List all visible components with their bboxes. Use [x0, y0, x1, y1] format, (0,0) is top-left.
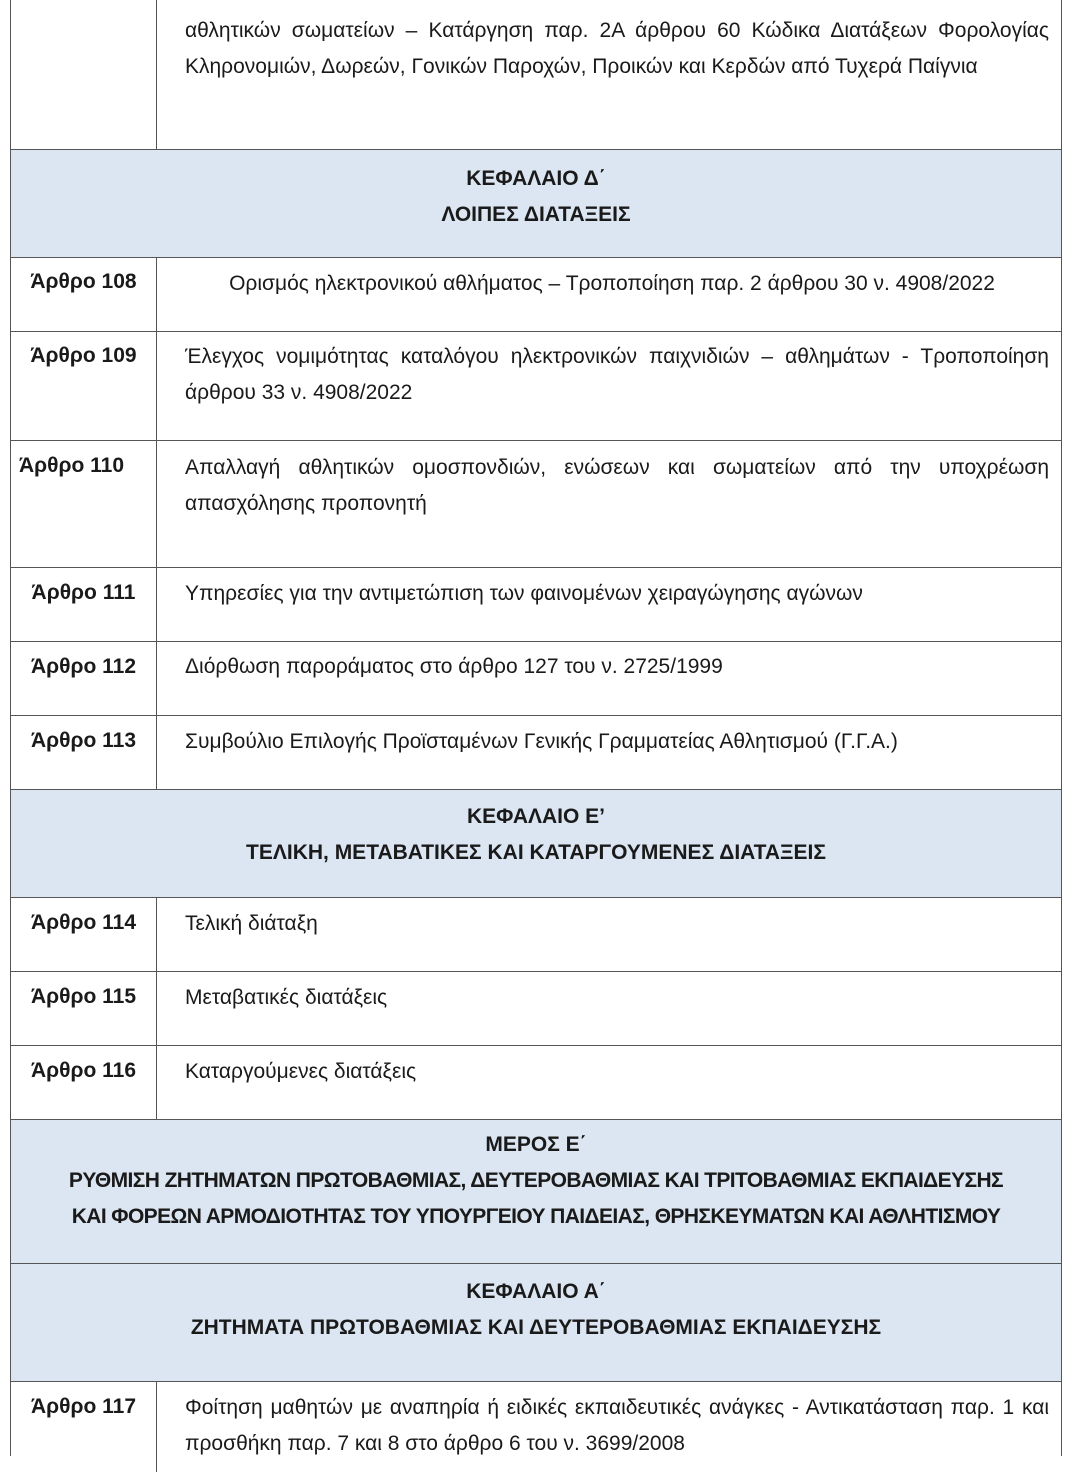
table-row-continuation	[11, 0, 1061, 150]
article-title: αθλητικών σωματείων – Κατάργηση παρ. 2Α άρθρου 60 Κώδικα Διατάξεων Φορολογίας Κληρονομιών, Δωρεών, Γονικών Παροχών, Προικών και Κερδών από Τυχερά Παίγνια	[185, 19, 1049, 78]
table-row-article-111	[11, 568, 1061, 642]
table-row-article-117	[11, 1382, 1061, 1472]
table-row-article-114	[11, 898, 1061, 972]
article-number-cell	[11, 0, 157, 149]
article-number: Άρθρο 112	[11, 642, 157, 715]
chapter-e-heading	[11, 790, 1061, 898]
article-number: Άρθρο 111	[11, 568, 157, 641]
article-number: Άρθρο 115	[11, 972, 157, 1045]
contents-table	[10, 0, 1062, 1456]
chapter-d-title: ΛΟΙΠΕΣ ΔΙΑΤΑΞΕΙΣ	[441, 203, 631, 226]
table-row-article-115	[11, 972, 1061, 1046]
table-row-article-110	[11, 441, 1061, 568]
chapter-a-heading	[11, 1264, 1061, 1382]
part-e-heading	[11, 1120, 1061, 1264]
article-title: Τελική διάταξη	[185, 912, 318, 935]
part-e-title-line2: ΚΑΙ ΦΟΡΕΩΝ ΑΡΜΟΔΙΟΤΗΤΑΣ ΤΟΥ ΥΠΟΥΡΓΕΙΟΥ ΠΑΙΔΕΙΑΣ, ΘΡΗΣΚΕΥΜΑΤΩΝ ΚΑΙ ΑΘΛΗΤΙΣΜΟΥ	[71, 1205, 1001, 1228]
article-title: Μεταβατικές διατάξεις	[185, 986, 388, 1009]
chapter-d-label: ΚΕΦΑΛΑΙΟ Δ΄	[466, 167, 606, 190]
article-number: Άρθρο 110	[11, 441, 157, 567]
chapter-e-title: ΤΕΛΙΚΗ, ΜΕΤΑΒΑΤΙΚΕΣ ΚΑΙ ΚΑΤΑΡΓΟΥΜΕΝΕΣ ΔΙΑΤΑΞΕΙΣ	[246, 841, 826, 864]
article-number: Άρθρο 114	[11, 898, 157, 971]
chapter-a-label: ΚΕΦΑΛΑΙΟ Α΄	[466, 1280, 606, 1303]
article-title: Φοίτηση μαθητών με αναπηρία ή ειδικές εκπαιδευτικές ανάγκες - Αντικατάσταση παρ. 1 και προσθήκη παρ. 7 και 8 στο άρθρο 6 του ν. 3699/2008	[185, 1396, 1049, 1455]
article-title: Υπηρεσίες για την αντιμετώπιση των φαινομένων χειραγώγησης αγώνων	[185, 582, 863, 605]
article-number: Άρθρο 117	[11, 1382, 157, 1472]
chapter-d-heading	[11, 150, 1061, 258]
article-number: Άρθρο 108	[11, 258, 157, 331]
article-title: Διόρθωση παροράματος στο άρθρο 127 του ν. 2725/1999	[185, 655, 723, 678]
table-row-article-109	[11, 332, 1061, 441]
part-e-label: ΜΕΡΟΣ Ε΄	[485, 1133, 587, 1156]
article-title: Έλεγχος νομιμότητας καταλόγου ηλεκτρονικών παιχνιδιών – αθλημάτων - Τροποποίηση άρθρου 33 ν. 4908/2022	[185, 345, 1049, 404]
article-title: Ορισμός ηλεκτρονικού αθλήματος – Τροποποίηση παρ. 2 άρθρου 30 ν. 4908/2022	[229, 272, 995, 295]
table-row-article-112	[11, 642, 1061, 716]
article-number: Άρθρο 113	[11, 716, 157, 789]
table-row-article-113	[11, 716, 1061, 790]
chapter-a-title: ΖΗΤΗΜΑΤΑ ΠΡΩΤΟΒΑΘΜΙΑΣ ΚΑΙ ΔΕΥΤΕΡΟΒΑΘΜΙΑΣ ΕΚΠΑΙΔΕΥΣΗΣ	[190, 1316, 882, 1339]
article-title: Απαλλαγή αθλητικών ομοσπονδιών, ενώσεων και σωματείων από την υποχρέωση απασχόλησης προπονητή	[185, 456, 1049, 515]
table-row-article-108	[11, 258, 1061, 332]
article-number: Άρθρο 116	[11, 1046, 157, 1119]
table-row-article-116	[11, 1046, 1061, 1120]
article-number: Άρθρο 109	[11, 332, 157, 440]
article-title: Καταργούμενες διατάξεις	[185, 1060, 417, 1083]
part-e-title-line1: ΡΥΘΜΙΣΗ ΖΗΤΗΜΑΤΩΝ ΠΡΩΤΟΒΑΘΜΙΑΣ, ΔΕΥΤΕΡΟΒΑΘΜΙΑΣ ΚΑΙ ΤΡΙΤΟΒΑΘΜΙΑΣ ΕΚΠΑΙΔΕΥΣΗΣ	[68, 1169, 1004, 1192]
chapter-e-label: ΚΕΦΑΛΑΙΟ Ε’	[466, 805, 606, 828]
article-title: Συμβούλιο Επιλογής Προϊσταμένων Γενικής Γραμματείας Αθλητισμού (Γ.Γ.Α.)	[185, 730, 898, 753]
